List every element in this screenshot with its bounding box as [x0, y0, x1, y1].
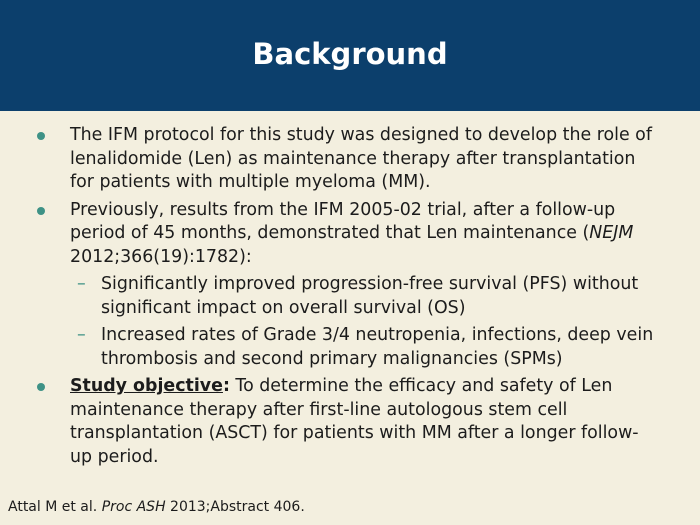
sub-bullet-text: Increased rates of Grade 3/4 neutropenia, infections, deep vein thrombosis and second primary malignancies (SPMs) — [101, 325, 654, 369]
slide-content — [0, 124, 700, 473]
bullet-study-objective — [0, 375, 700, 469]
study-objective-colon: : — [222, 376, 230, 396]
sub-bullet-text: Significantly improved progression-free survival (PFS) without significant impact on overall survival (OS) — [101, 274, 639, 318]
sub-bullet-pfs — [0, 273, 700, 320]
slide-header — [0, 0, 700, 111]
sub-bullet-adverse-events — [0, 324, 700, 371]
bullet-dot-icon — [37, 132, 45, 140]
citation-rest: 2013;Abstract 406. — [165, 499, 305, 515]
bullet-ifm-protocol — [0, 124, 700, 195]
bullet-text-post: 2012;366(19):1782): — [70, 246, 252, 267]
bullet-dot-icon — [37, 207, 45, 215]
bullet-text: The IFM protocol for this study was designed to develop the role of lenalidomide (Len) as maintenance therapy after transplantation for patients with multiple myeloma (MM). — [70, 125, 652, 192]
citation-journal: Proc ASH — [101, 499, 166, 515]
dash-icon: – — [77, 274, 86, 294]
study-objective-text: To determine the efficacy and safety of Len maintenance therapy after first-line autologous stem cell transplantation (ASCT) for patients with MM after a longer follow-up period. — [70, 376, 639, 467]
bullet-previous-results — [0, 199, 700, 270]
journal-name: NEJM — [589, 223, 634, 243]
citation-author: Attal M et al. — [8, 499, 102, 515]
bullet-text-pre: Previously, results from the IFM 2005-02 trial, after a follow-up period of 45 months, demonstrated that Len maintenance ( — [70, 199, 616, 243]
study-objective-label: Study objective — [70, 376, 223, 396]
citation — [8, 497, 305, 517]
slide-title: Background — [252, 36, 448, 71]
bullet-dot-icon — [37, 383, 45, 391]
dash-icon: – — [77, 325, 86, 345]
